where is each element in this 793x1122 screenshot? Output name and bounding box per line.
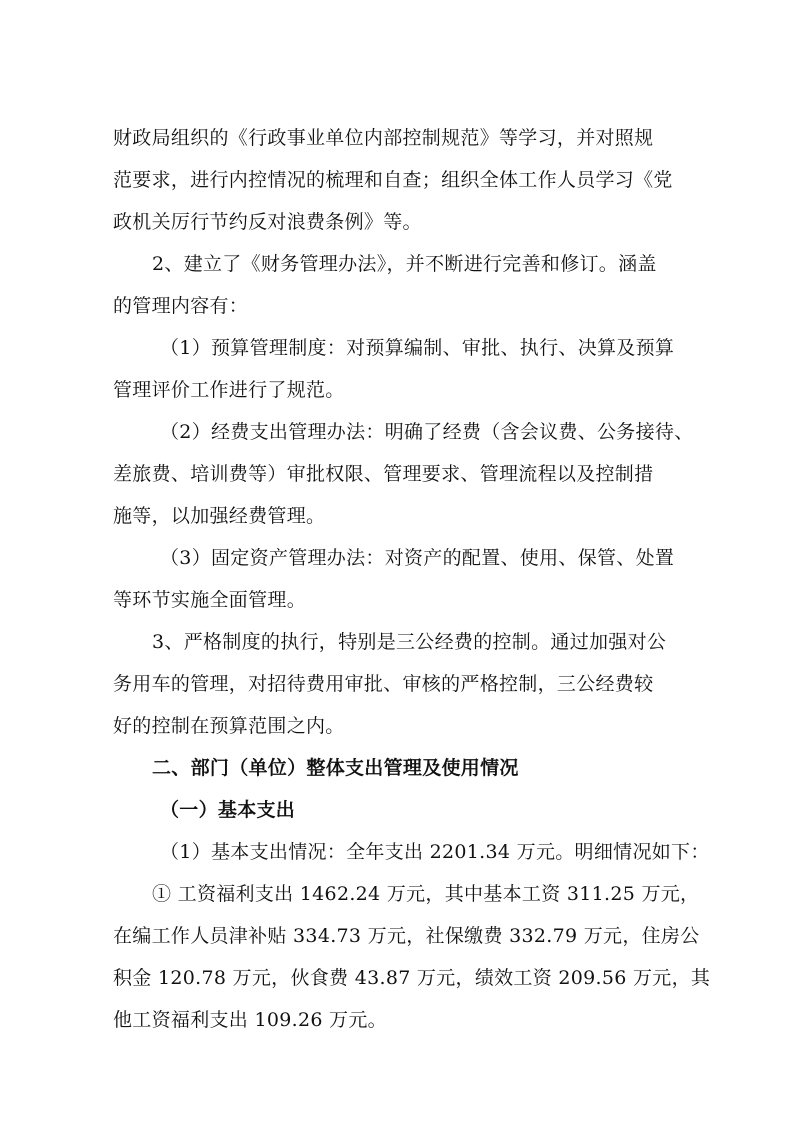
paragraph-line: 在编工作人员津补贴 334.73 万元，社保缴费 332.79 万元，住房公 bbox=[113, 925, 700, 947]
paragraph-line: （3）固定资产管理办法：对资产的配置、使用、保管、处置 bbox=[160, 547, 675, 569]
paragraph-line: 政机关厉行节约反对浪费条例》等。 bbox=[113, 211, 422, 233]
paragraph-line: 等环节实施全面管理。 bbox=[113, 589, 307, 611]
paragraph-line: （1）基本支出情况：全年支出 2201.34 万元。明细情况如下： bbox=[160, 841, 710, 863]
paragraph-line: （1）预算管理制度：对预算编制、审批、执行、决算及预算 bbox=[160, 337, 675, 359]
paragraph-line: 积金 120.78 万元，伙食费 43.87 万元，绩效工资 209.56 万元，其 bbox=[113, 967, 711, 989]
paragraph-line: 他工资福利支出 109.26 万元。 bbox=[113, 1009, 387, 1031]
paragraph-line: ① 工资福利支出 1462.24 万元，其中基本工资 311.25 万元， bbox=[152, 883, 700, 905]
paragraph-line: （2）经费支出管理办法：明确了经费（含会议费、公务接待、 bbox=[160, 421, 694, 443]
paragraph-line: 的管理内容有： bbox=[113, 295, 249, 317]
paragraph-line: 施等，以加强经费管理。 bbox=[113, 505, 326, 527]
paragraph-line: 好的控制在预算范围之内。 bbox=[113, 715, 345, 737]
paragraph-line: 范要求，进行内控情况的梳理和自查；组织全体工作人员学习《党 bbox=[113, 169, 673, 191]
paragraph-line: 2、建立了《财务管理办法》，并不断进行完善和修订。涵盖 bbox=[152, 253, 657, 275]
section-heading: 二、部门（单位）整体支出管理及使用情况 bbox=[152, 757, 519, 779]
paragraph-line: 3、严格制度的执行，特别是三公经费的控制。通过加强对公 bbox=[152, 631, 667, 653]
subsection-heading: （一）基本支出 bbox=[160, 799, 296, 821]
paragraph-line: 管理评价工作进行了规范。 bbox=[113, 379, 345, 401]
paragraph-line: 差旅费、培训费等）审批权限、管理要求、管理流程以及控制措 bbox=[113, 463, 654, 485]
paragraph-line: 财政局组织的《行政事业单位内部控制规范》等学习，并对照规 bbox=[113, 127, 654, 149]
paragraph-line: 务用车的管理，对招待费用审批、审核的严格控制，三公经费较 bbox=[113, 673, 654, 695]
